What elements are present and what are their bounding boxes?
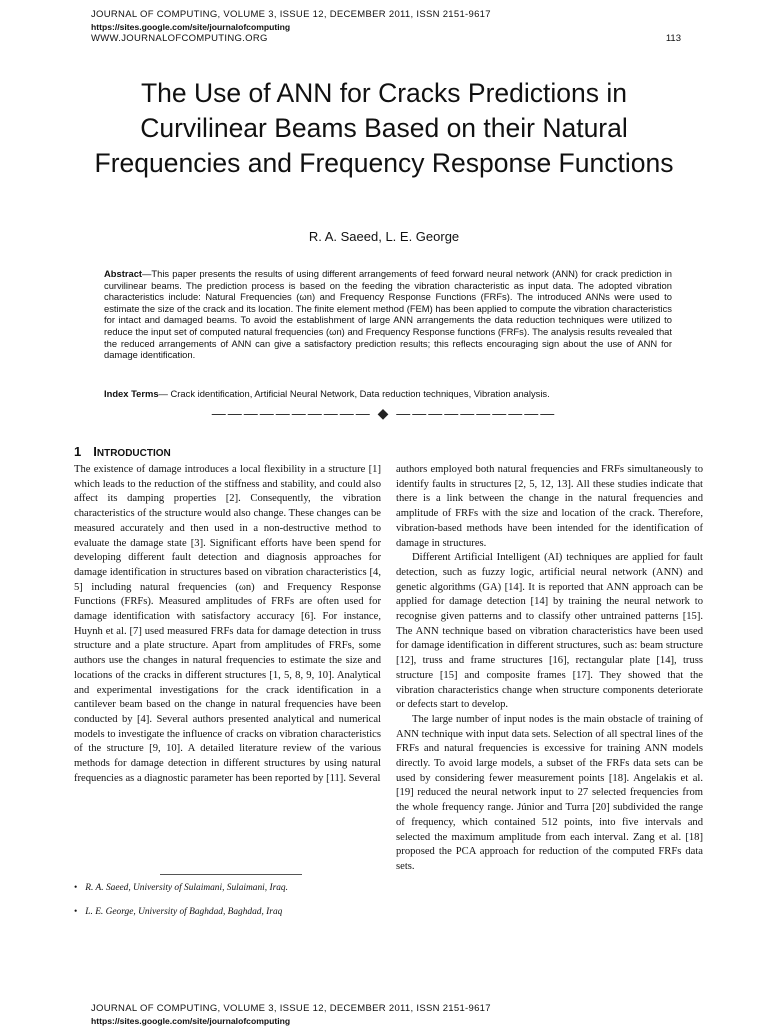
footnote-text: L. E. George, University of Baghdad, Baghdad, Iraq (85, 907, 283, 917)
index-terms-label: Index Terms (104, 388, 159, 399)
paragraph: Different Artificial Intelligent (AI) techniques are applied for fault detection, such as fuzzy logic, artificial neural network (ANN) and genetic algorithms (GA) [14]. It is reported that ANN approach can be applied for damage detection [14] by training the neural network to recognise given patterns and to classify other untrained patterns [15]. The ANN technique based on vibration characteristics have been used for damage identification in different structures, such as: beam structure [12], truss and frame structures [16], rectangular plate [14], truss structure [15] and composite frames [17]. They showed that the vibration characteristics change when structure components deteriorate or defects start to develop. (396, 552, 703, 711)
section-separator: —————————— ◆ —————————— (211, 405, 557, 421)
authors: R. A. Saeed, L. E. George (308, 229, 460, 244)
abstract-label: Abstract (104, 268, 143, 279)
paper-title: The Use of ANN for Cracks Predictions in Curvilinear Beams Based on their Natural Frequencies and Frequency Response Functions (94, 78, 674, 178)
index-terms-text: — Crack identification, Artificial Neural Network, Data reduction techniques, Vibration analysis. (158, 388, 550, 399)
footer-url[interactable]: https://sites.google.com/site/journalofcomputing (91, 1016, 291, 1026)
right-column (396, 463, 703, 875)
footnote (74, 883, 384, 893)
left-column (74, 463, 381, 786)
paragraph: The large number of input nodes is the main obstacle of training of ANN technique with input data sets. Selection of all spectral lines of the FRFs and natural frequencies is excessive for training ANN models directly. To avoid large models, a subset of the FRFs data sets can be used by considering fewer measurement points [18]. Angelakis et al. [19] reduced the neural network input to 27 selected frequencies from the whole frequency range. Júnior and Turra [20] subdivided the range of frequency, which contained 512 points, into five intervals and selected the maximum amplitude from each interval. Zang et al. [18] proposed the PCA approach for reduction of the computed FRFs data sets. (396, 713, 703, 872)
footnote-bullet: • (74, 907, 78, 917)
footnote-text: R. A. Saeed, University of Sulaimani, Sulaimani, Iraq. (85, 883, 288, 893)
running-header (91, 9, 681, 45)
abstract-text: —This paper presents the results of using different arrangements of feed forward neural network (ANN) for crack prediction in curvilinear beams. The prediction process is based on the feeding the vibration characteristic as input data. The adopted vibration characteristics include: Natural Frequencies (ωn) and Frequency Response Functions (FRFs). The introduced ANNs were used to estimate the size of the crack and its location. The finite element method (FEM) has been applied to compute the vibration characteristics for intact and damaged beams. To avoid the establishment of large ANN arrangements the data reduction techniques were utilized to reduce the input set of computed natural frequencies (ωn) and Frequency Response functions (FRFs). The analysis results revealed that the reduced arrangements of ANN can give a satisfactory prediction results; this reflects encouraging sign about the use of ANN for damage identification. (104, 268, 672, 361)
section-title-rest: NTRODUCTION (96, 448, 171, 459)
paragraph: authors employed both natural frequencies and FRFs simultaneously to identify faults in structures [2, 5, 12, 13]. All these studies indicate that there is a link between the change in the natural frequencies and amplitude of FRFs with the size and location of the crack. Therefore, vibration-based methods have been intended for the identification of damage in structures. (396, 464, 703, 549)
journal-line: JOURNAL OF COMPUTING, VOLUME 3, ISSUE 12, DECEMBER 2011, ISSN 2151-9617 (91, 9, 491, 20)
footnote-rule (160, 874, 302, 875)
footnote (74, 907, 384, 917)
index-terms (104, 388, 672, 400)
footnote-bullet: • (74, 883, 78, 893)
section-number: 1 (74, 444, 82, 459)
footer-journal-line: JOURNAL OF COMPUTING, VOLUME 3, ISSUE 12, DECEMBER 2011, ISSN 2151-9617 (91, 1003, 491, 1014)
journal-site[interactable]: WWW.JOURNALOFCOMPUTING.ORG (91, 33, 268, 44)
section-heading (74, 444, 171, 459)
abstract (104, 268, 672, 361)
paragraph: The existence of damage introduces a local flexibility in a structure [1] which leads to the reduction of the stiffness and stability, and could also affect its damping properties [2]. Consequently, the vibration characteristics of the structure would also change. These changes can be measured accurately and then used in a non-destructive method to evaluate the damage state [3]. Significant efforts have been spend for developing different fault detection and diagnosis approaches for damage identification in structures based on vibration characteristics [4, 5] including natural frequencies (ωn) and Frequency Response Functions (FRFs). Measured amplitudes of FRFs are often used for damage identification with satisfactory accuracy [6]. For instance, Huynh et al. [7] used measured FRFs data for damage detection in truss structure and a plate structure. Apart from amplitudes of FRFs, some authors use the changes in natural frequencies to estimate the size and locations of the cracks in different structures [1, 5, 8, 9, 10]. Analytical and experimental investigations for the crack identification in a cantilever beam based on the change in natural frequencies have been conducted by [4]. Several authors presented analytical and numerical models to investigate the influence of cracks on vibration characteristics of the structure [9, 10]. A detailed literature review of the various methods for damage detection in different structures by using natural frequencies as a diagnostic parameter has been reported by [11]. Several (74, 464, 381, 784)
journal-url[interactable]: https://sites.google.com/site/journalofcomputing (91, 22, 291, 32)
page-number: 113 (665, 33, 681, 44)
running-footer (91, 1003, 691, 1027)
section-title-initial: I (93, 444, 97, 459)
